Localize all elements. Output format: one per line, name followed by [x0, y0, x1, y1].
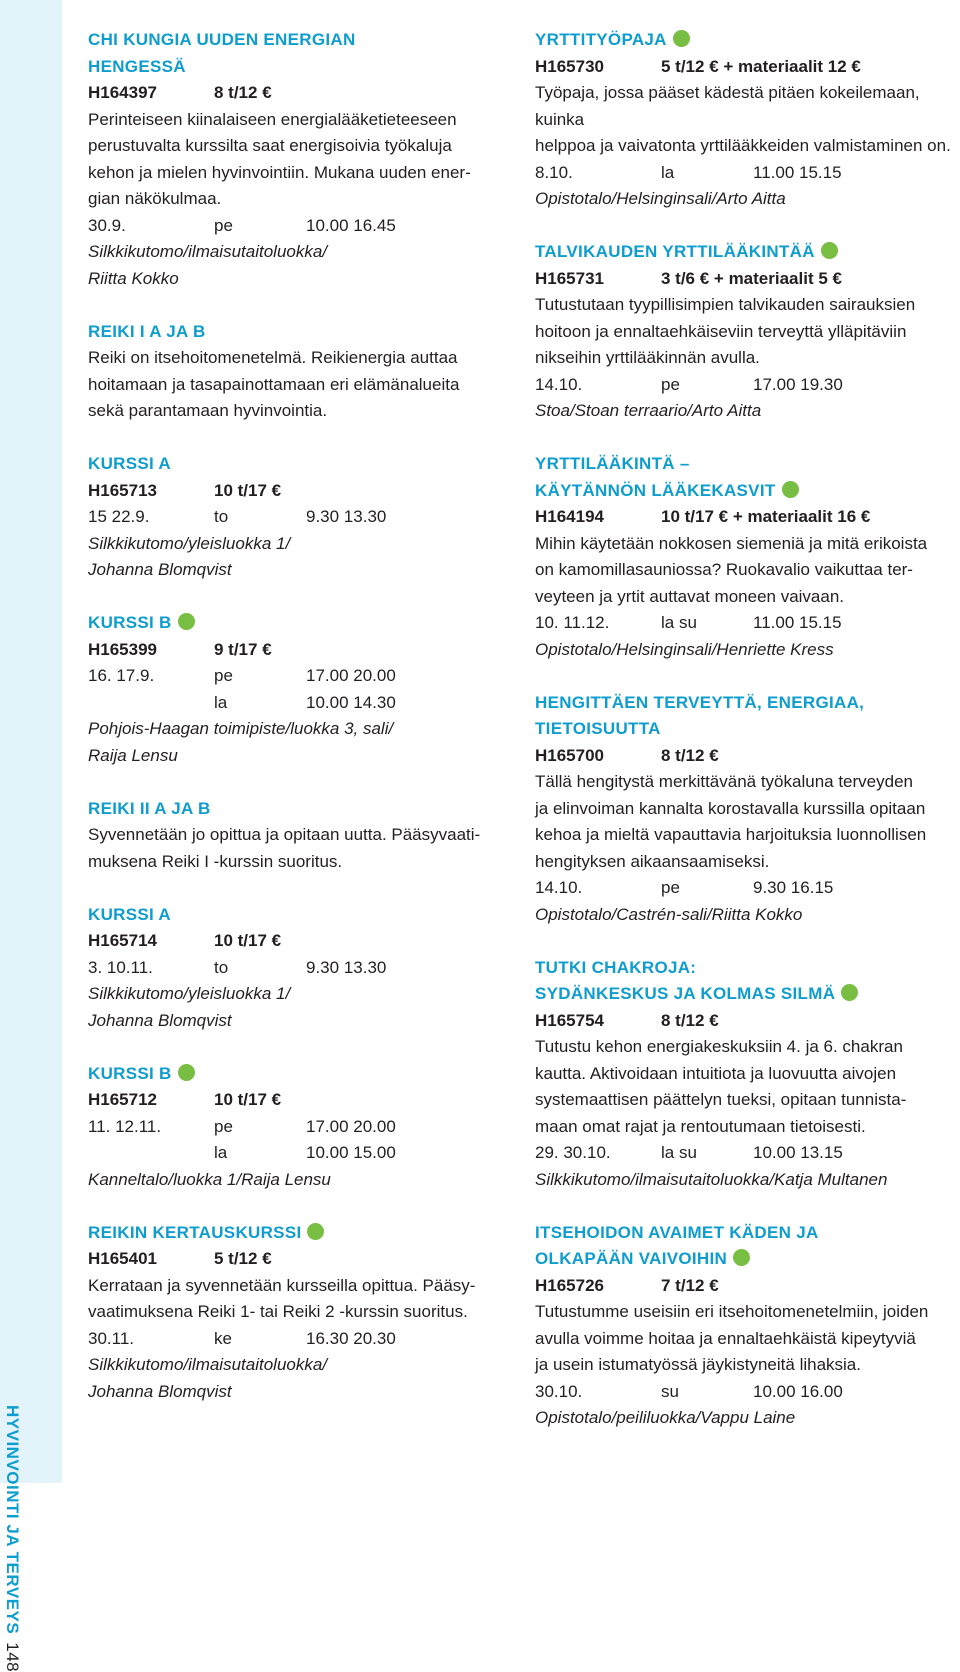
course-code: H165713 [88, 480, 158, 500]
course-fee: 5 t/12 € + materiaalit 12 € [661, 56, 861, 76]
teacher: Johanna Blomqvist [88, 560, 232, 579]
course-fee: 10 t/17 € + materiaalit 16 € [661, 507, 871, 526]
desc-line: Mihin käytetään nokkosen siemeniä ja mitä erikoista [535, 533, 928, 553]
course-code-row [88, 928, 498, 955]
schedule-row [88, 690, 498, 717]
green-dot-icon [733, 1249, 750, 1266]
desc-line: sekä parantamaan hyvinvointia. [88, 401, 328, 420]
desc-line: hoitamaan ja tasapainottamaan eri elämänalueita [88, 374, 460, 394]
course-title-row [535, 239, 955, 266]
course-fee: 9 t/17 € [214, 639, 272, 659]
section-name: HYVINVOINTI JA TERVEYS [3, 1405, 22, 1635]
course-code: H164194 [535, 507, 605, 526]
time: 10.00 16.45 [306, 215, 396, 235]
green-dot-icon [178, 613, 195, 630]
course-title: REIKI I A JA B [88, 321, 206, 341]
desc-line: Työpaja, jossa pääset kädestä pitäen kokeilemaan, kuinka [535, 83, 920, 129]
schedule-row [88, 1326, 498, 1353]
course-title-line2: TIETOISUUTTA [535, 719, 661, 738]
desc-line: Tutustutaan tyypillisimpien talvikauden sairauksien [535, 295, 916, 314]
desc-line: muksena Reiki I -kurssin suoritus. [88, 851, 343, 871]
teacher: Johanna Blomqvist [88, 1010, 232, 1030]
course-yrttityopaja [535, 27, 955, 213]
desc-line: maan omat rajat ja rentoutumaan tietoisesti. [535, 1116, 866, 1136]
desc-line: nikseihin yrttilääkinnän avulla. [535, 348, 760, 367]
date: 14.10. [535, 878, 583, 897]
desc-line: Tutustu kehon energiakeskuksiin 4. ja 6. chakran [535, 1037, 903, 1056]
time: 16.30 20.30 [306, 1328, 396, 1348]
location: Opistotalo/Helsinginsali/Henriette Kress [535, 639, 834, 659]
schedule-row [88, 663, 498, 690]
date: 15 22.9. [88, 507, 150, 526]
time: 9.30 16.15 [753, 878, 834, 897]
teacher: Johanna Blomqvist [88, 1381, 232, 1401]
course-code: H165399 [88, 639, 158, 659]
weekday: la [661, 162, 675, 182]
schedule-row [88, 504, 498, 531]
course-fee: 5 t/12 € [214, 1249, 272, 1268]
course-reiki-kertaus [88, 1220, 498, 1406]
course-title: KURSSI A [88, 454, 172, 473]
schedule-row [88, 955, 498, 982]
date: 30.11. [88, 1328, 135, 1348]
course-code: H165730 [535, 56, 605, 76]
desc-line: gian näkökulmaa. [88, 189, 222, 208]
course-hengittaen [535, 690, 955, 929]
date: 14.10. [535, 374, 583, 394]
course-fee: 7 t/12 € [661, 1275, 719, 1295]
weekday: la su [661, 1143, 697, 1162]
course-title: TUTKI CHAKROJA: [535, 957, 697, 977]
desc-line: kehon ja mielen hyvinvointiin. Mukana uuden ener- [88, 162, 471, 182]
course-code: H165700 [535, 745, 605, 765]
course-code-row [535, 1273, 955, 1300]
left-column [88, 27, 498, 1432]
course-title: YRTTILÄÄKINTÄ – [535, 454, 690, 473]
schedule-row [535, 1140, 955, 1167]
time: 17.00 19.30 [753, 374, 843, 394]
time: 17.00 20.00 [306, 1116, 396, 1136]
weekday: ke [214, 1328, 232, 1348]
time: 11.00 15.15 [753, 613, 842, 632]
course-code: H165726 [535, 1275, 605, 1295]
desc-line: ja usein istumatyössä jäykistyneitä lihaksia. [535, 1355, 861, 1374]
course-title-line2: SYDÄNKESKUS JA KOLMAS SILMÄ [535, 984, 836, 1003]
course-fee: 3 t/6 € + materiaalit 5 € [661, 268, 842, 288]
desc-line: perustuvalta kurssilta saat energisoivia työkaluja [88, 136, 452, 155]
schedule-row [535, 610, 955, 637]
course-code: H165714 [88, 931, 158, 950]
location: Kanneltalo/luokka 1/Raija Lensu [88, 1169, 331, 1189]
course-reiki-2-a [88, 902, 498, 1035]
desc-line: kehoa ja mieltä vapauttavia harjoituksia luonnollisen [535, 825, 927, 844]
schedule-row [88, 213, 498, 240]
weekday: pe [214, 215, 233, 235]
course-title: KURSSI A [88, 904, 172, 924]
course-title-row [88, 1220, 498, 1247]
desc-line: Syvennetään jo opittua ja opitaan uutta. Pääsyvaati- [88, 825, 481, 844]
green-dot-icon [782, 481, 799, 498]
course-title-line2: HENGESSÄ [88, 56, 186, 76]
course-title-row [535, 478, 955, 505]
teacher: Riitta Kokko [88, 268, 179, 288]
time: 9.30 13.30 [306, 957, 387, 977]
course-title-row [535, 981, 955, 1008]
course-chakrat [535, 955, 955, 1194]
date: 30.10. [535, 1381, 583, 1401]
course-title: REIKI II A JA B [88, 798, 211, 818]
desc-line: veyteen ja yrtit auttavat moneen vaivaan. [535, 586, 845, 606]
weekday: la [214, 1143, 228, 1162]
course-fee: 10 t/17 € [214, 1090, 282, 1109]
desc-line: helppoa ja vaivatonta yrttilääkkeiden valmistaminen on. [535, 136, 951, 155]
course-title: KURSSI B [88, 613, 172, 632]
course-code-row [88, 80, 498, 107]
desc-line: Tällä hengitystä merkittävänä työkaluna terveyden [535, 772, 913, 791]
time: 10.00 13.15 [753, 1143, 843, 1162]
desc-line: Kerrataan ja syvennetään kursseilla opittua. Pääsy- [88, 1275, 476, 1295]
course-title: ITSEHOIDON AVAIMET KÄDEN JA [535, 1222, 819, 1242]
weekday: la [214, 692, 228, 712]
course-reiki-1-a [88, 451, 498, 584]
course-title-row [535, 1246, 955, 1273]
course-title: REIKIN KERTAUSKURSSI [88, 1222, 302, 1242]
location: Silkkikutomo/yleisluokka 1/ [88, 984, 291, 1003]
course-code-row [88, 637, 498, 664]
course-code-row [88, 478, 498, 505]
course-code: H165712 [88, 1090, 158, 1109]
location: Silkkikutomo/yleisluokka 1/ [88, 533, 291, 553]
page-number: 148 [3, 1642, 22, 1672]
location: Opistotalo/Helsinginsali/Arto Aitta [535, 189, 786, 208]
desc-line: ja elinvoiman kannalta korostavalla kurssilla opitaan [535, 798, 926, 818]
course-code-row [535, 743, 955, 770]
course-code-row [535, 504, 955, 531]
schedule-row [535, 1379, 955, 1406]
course-reiki-1-b [88, 610, 498, 769]
desc-line: kautta. Aktivoidaan intuitiota ja luovuutta aivojen [535, 1063, 897, 1083]
teacher: Raija Lensu [88, 745, 178, 765]
course-title: KURSSI B [88, 1063, 172, 1083]
time: 9.30 13.30 [306, 507, 387, 526]
date: 10. 11.12. [535, 613, 610, 632]
green-dot-icon [178, 1064, 195, 1081]
weekday: su [661, 1381, 679, 1401]
course-title: HENGITTÄEN TERVEYTTÄ, ENERGIAA, [535, 692, 865, 712]
course-fee: 8 t/12 € [661, 745, 719, 765]
course-code-row [88, 1246, 498, 1273]
date: 29. 30.10. [535, 1143, 611, 1162]
course-fee: 10 t/17 € [214, 480, 282, 500]
green-dot-icon [821, 242, 838, 259]
schedule-row [535, 372, 955, 399]
time: 10.00 14.30 [306, 692, 396, 712]
section-label [2, 1405, 22, 1672]
course-title-row [88, 1061, 498, 1088]
course-code: H164397 [88, 83, 158, 102]
course-fee: 8 t/12 € [214, 83, 272, 102]
course-reiki-1 [88, 319, 498, 425]
location: Opistotalo/Castrén-sali/Riitta Kokko [535, 904, 803, 924]
course-code: H165401 [88, 1249, 158, 1268]
green-dot-icon [307, 1223, 324, 1240]
course-code: H165754 [535, 1010, 605, 1030]
course-code: H165731 [535, 268, 605, 288]
course-talvikauden [535, 239, 955, 425]
course-itsehoidon [535, 1220, 955, 1432]
time: 17.00 20.00 [306, 666, 396, 685]
course-code-row [535, 266, 955, 293]
course-chi-kungia [88, 27, 498, 292]
desc-line: systemaattisen päättelyn tueksi, opitaan tunnista- [535, 1090, 907, 1109]
weekday: la su [661, 613, 697, 632]
desc-line: Perinteiseen kiinalaiseen energialääketieteeseen [88, 109, 457, 129]
desc-line: vaatimuksena Reiki 1- tai Reiki 2 -kurssin suoritus. [88, 1302, 468, 1321]
desc-line: Reiki on itsehoitomenetelmä. Reikienergia auttaa [88, 348, 458, 367]
weekday: pe [214, 666, 233, 685]
course-code-row [535, 1008, 955, 1035]
course-reiki-2-b [88, 1061, 498, 1194]
desc-line: hengityksen aikaansaamiseksi. [535, 851, 770, 871]
weekday: pe [214, 1116, 233, 1136]
course-title-row [535, 27, 955, 54]
course-title: YRTTITYÖPAJA [535, 30, 667, 49]
schedule-row [535, 160, 955, 187]
desc-line: Tutustumme useisiin eri itsehoitomenetelmiin, joiden [535, 1302, 929, 1321]
green-dot-icon [673, 30, 690, 47]
course-title: CHI KUNGIA UUDEN ENERGIAN [88, 30, 356, 49]
location: Silkkikutomo/ilmaisutaitoluokka/Katja Multanen [535, 1169, 888, 1189]
time: 11.00 15.15 [753, 162, 842, 182]
weekday: pe [661, 374, 680, 394]
course-reiki-2 [88, 796, 498, 876]
time: 10.00 15.00 [306, 1143, 396, 1162]
course-title-line2: OLKAPÄÄN VAIVOIHIN [535, 1249, 728, 1268]
date: 8.10. [535, 162, 573, 182]
course-title-row [88, 610, 498, 637]
desc-line: avulla voimme hoitaa ja ennaltaehkäistä kipeytyviä [535, 1328, 916, 1348]
desc-line: on kamomillasauniossa? Ruokavalio vaikuttaa ter- [535, 560, 913, 579]
schedule-row [535, 875, 955, 902]
sidebar-band [0, 0, 62, 1672]
date: 16. 17.9. [88, 666, 155, 685]
location: Silkkikutomo/ilmaisutaitoluokka/ [88, 1355, 328, 1374]
desc-line: hoitoon ja ennaltaehkäiseviin terveyttä ylläpitäviin [535, 321, 907, 341]
weekday: to [214, 507, 229, 526]
right-column [535, 27, 955, 1458]
location: Silkkikutomo/ilmaisutaitoluokka/ [88, 242, 328, 261]
date: 3. 10.11. [88, 957, 153, 977]
course-code-row [88, 1087, 498, 1114]
location: Pohjois-Haagan toimipiste/luokka 3, sali/ [88, 719, 394, 738]
date: 30.9. [88, 215, 126, 235]
course-title-line2: KÄYTÄNNÖN LÄÄKEKASVIT [535, 480, 776, 500]
course-kaytannon [535, 451, 955, 663]
location: Opistotalo/peililuokka/Vappu Laine [535, 1408, 796, 1427]
course-code-row [535, 54, 955, 81]
course-description [88, 107, 498, 213]
weekday: pe [661, 878, 680, 897]
course-fee: 8 t/12 € [661, 1010, 719, 1030]
schedule-row [88, 1114, 498, 1141]
time: 10.00 16.00 [753, 1381, 843, 1401]
schedule-row [88, 1140, 498, 1167]
green-dot-icon [841, 984, 858, 1001]
date: 11. 12.11. [88, 1116, 162, 1136]
location: Stoa/Stoan terraario/Arto Aitta [535, 401, 762, 420]
weekday: to [214, 957, 229, 977]
course-fee: 10 t/17 € [214, 931, 282, 950]
course-title: TALVIKAUDEN YRTTILÄÄKINTÄÄ [535, 242, 815, 261]
